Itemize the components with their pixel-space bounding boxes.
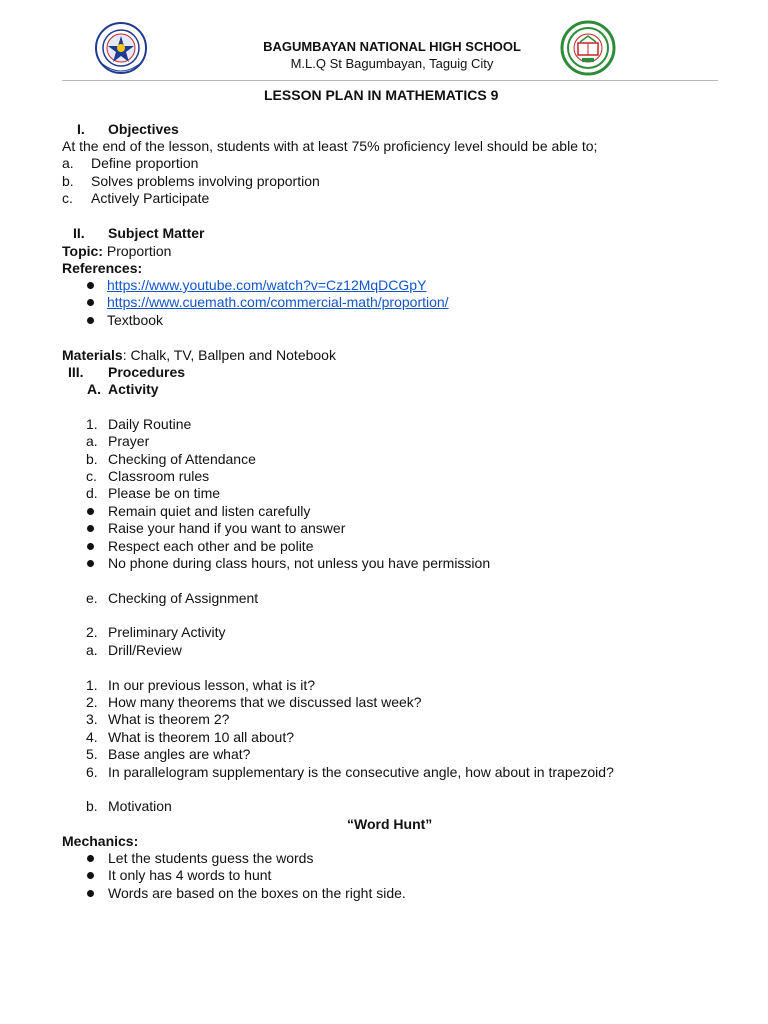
rule-item: Remain quiet and listen carefully (108, 503, 311, 519)
bullet-icon (87, 299, 94, 306)
bullet-icon (87, 543, 94, 550)
game-title: “Word Hunt” (347, 816, 433, 832)
page-title: LESSON PLAN IN MATHEMATICS 9 (264, 87, 499, 103)
header-divider (62, 80, 718, 81)
objectives-intro: At the end of the lesson, students with at least 75% proficiency level should be able to; (62, 138, 598, 154)
bullet-icon (87, 508, 94, 515)
materials-line (62, 347, 336, 364)
section-numeral: I. (77, 121, 85, 137)
reference-textbook: Textbook (107, 312, 164, 328)
bullet-icon (87, 855, 94, 862)
mechanics-item: It only has 4 words to hunt (108, 867, 272, 883)
materials-value: : Chalk, TV, Ballpen and Notebook (122, 347, 336, 363)
rule-item: Raise your hand if you want to answer (108, 520, 346, 536)
section-heading-procedures: Procedures (108, 364, 186, 380)
activity-heading: Activity (108, 381, 159, 397)
references-label: References: (62, 260, 143, 276)
school-name: BAGUMBAYAN NATIONAL HIGH SCHOOL (263, 39, 521, 54)
deped-seal-logo (88, 22, 154, 74)
bullet-icon (87, 282, 94, 289)
reference-link-cuemath[interactable]: https://www.cuemath.com/commercial-math/proportion/ (107, 294, 449, 310)
reference-link-youtube[interactable]: https://www.youtube.com/watch?v=Cz12MqDCGpY (107, 277, 427, 293)
topic-line (62, 243, 171, 260)
mechanics-item: Words are based on the boxes on the right side. (108, 885, 406, 901)
section-numeral: III. (68, 364, 84, 380)
school-seal-logo (556, 20, 620, 76)
section-heading-subject-matter: Subject Matter (108, 225, 205, 241)
topic-label: Topic: (62, 243, 103, 259)
bullet-icon (87, 560, 94, 567)
section-heading-objectives: Objectives (108, 121, 179, 137)
bullet-icon (87, 872, 94, 879)
section-numeral: II. (73, 225, 85, 241)
mechanics-item: Let the students guess the words (108, 850, 314, 866)
rule-item: Respect each other and be polite (108, 538, 314, 554)
bullet-icon (87, 890, 94, 897)
bullet-icon (87, 525, 94, 532)
mechanics-label: Mechanics: (62, 833, 139, 849)
materials-label: Materials (62, 347, 123, 363)
rule-item: No phone during class hours, not unless you have permission (108, 555, 491, 571)
activity-letter: A. (87, 381, 101, 397)
school-address: M.L.Q St Bagumbayan, Taguig City (290, 56, 494, 71)
bullet-icon (87, 317, 94, 324)
topic-value: Proportion (106, 243, 172, 259)
